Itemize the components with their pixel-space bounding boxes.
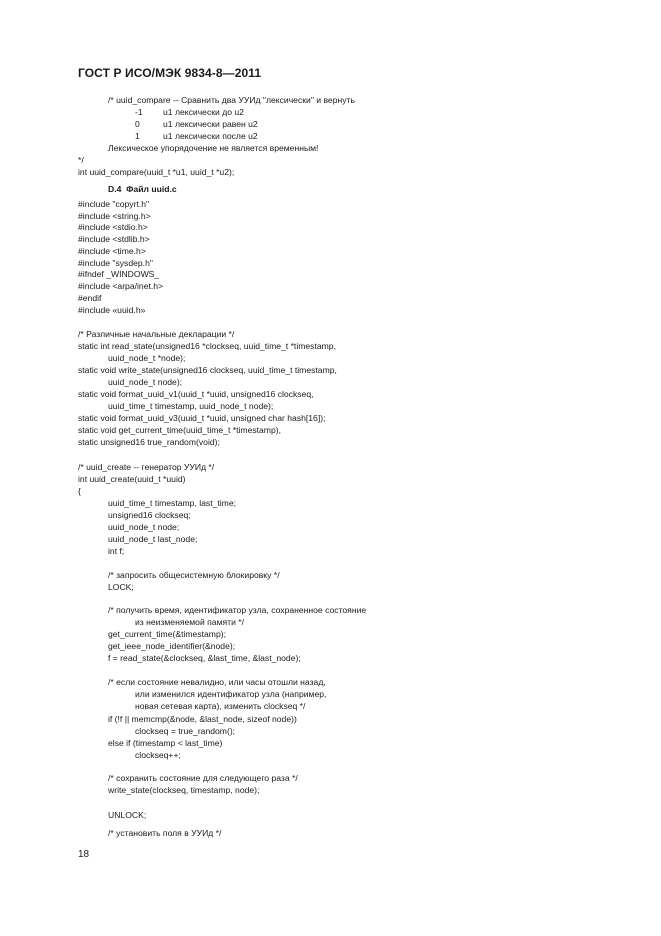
- code-line: LOCK;: [108, 582, 134, 592]
- code-line: if (!f || memcmp(&node, &last_node, sizeof node)): [108, 714, 297, 724]
- code-line: uuid_time_t timestamp, uuid_node_t node);: [108, 401, 274, 411]
- code-line: static void get_current_time(uuid_time_t *timestamp),: [78, 425, 281, 435]
- section-heading: D.4 Файл uuid.c: [108, 184, 177, 194]
- code-line: static void write_state(unsigned16 clockseq, uuid_time_t timestamp,: [78, 365, 337, 375]
- code-line: f = read_state(&clockseq, &last_time, &last_node);: [108, 653, 301, 663]
- code-line: u1 лексически после u2: [163, 131, 258, 141]
- code-line: get_ieee_node_identifier(&node);: [108, 641, 236, 651]
- code-line: #include <arpa/inet.h>: [78, 281, 164, 291]
- code-line: #include "copyrt.h": [78, 199, 150, 209]
- code-line: static void format_uuid_v3(uuid_t *uuid, unsigned char hash[16]);: [78, 413, 326, 423]
- code-line: static unsigned16 true_random(void);: [78, 437, 220, 447]
- document-header: ГОСТ Р ИСО/МЭК 9834-8—2011: [78, 66, 262, 80]
- code-line: int uuid_create(uuid_t *uuid): [78, 474, 186, 484]
- code-line: UNLOCK;: [108, 810, 147, 820]
- code-line: get_current_time(&timestamp);: [108, 629, 226, 639]
- code-line: -1: [135, 107, 143, 117]
- code-line: #include <stdio.h>: [78, 222, 148, 232]
- code-line: clockseq++;: [135, 750, 181, 760]
- code-line: /* запросить общесистемную блокировку */: [108, 570, 280, 580]
- code-line: uuid_node_t node;: [108, 522, 180, 532]
- code-line: uuid_node_t last_node;: [108, 534, 198, 544]
- code-line: static void format_uuid_v1(uuid_t *uuid, unsigned16 clockseq,: [78, 389, 314, 399]
- code-line: #include <time.h>: [78, 246, 146, 256]
- code-line: /* сохранить состояние для следующего раза */: [108, 773, 298, 783]
- code-line: /* установить поля в УУИд */: [108, 828, 222, 838]
- code-line: #include <string.h>: [78, 211, 151, 221]
- code-line: из неизменяемой памяти */: [135, 617, 244, 627]
- code-line: static int read_state(unsigned16 *clockseq, uuid_time_t *timestamp,: [78, 341, 336, 351]
- code-line: /* uuid_compare -- Сравнить два УУИд "лексически" и вернуть: [108, 95, 355, 105]
- code-line: write_state(clockseq, timestamp, node);: [108, 785, 260, 795]
- code-line: #ifndef _WINDOWS_: [78, 269, 160, 279]
- code-line: или изменился идентификатор узла (например,: [135, 689, 327, 699]
- code-line: uuid_node_t node);: [108, 377, 183, 387]
- code-line: */: [78, 155, 84, 165]
- code-line: /* Различные начальные декларации */: [78, 329, 235, 339]
- code-line: else if (timestamp < last_time): [108, 738, 223, 748]
- code-line: uuid_time_t timestamp, last_time;: [108, 498, 237, 508]
- code-line: int uuid_compare(uuid_t *u1, uuid_t *u2);: [78, 167, 235, 177]
- code-line: 1: [135, 131, 140, 141]
- code-line: uuid_node_t *node);: [108, 353, 186, 363]
- code-line: новая сетевая карта), изменить clockseq */: [135, 701, 306, 711]
- code-line: /* получить время, идентификатор узла, сохраненное состояние: [108, 605, 367, 615]
- code-line: #include <stdlib.h>: [78, 234, 150, 244]
- code-line: u1 лексически равен u2: [163, 119, 258, 129]
- code-line: /* если состояние невалидно, или часы отошли назад,: [108, 677, 326, 687]
- code-line: #include "sysdep.h": [78, 258, 153, 268]
- code-line: int f;: [108, 546, 125, 556]
- code-line: {: [78, 486, 81, 496]
- code-line: #endif: [78, 293, 102, 303]
- code-line: Лексическое упорядочение не является временным!: [108, 143, 319, 153]
- code-line: unsigned16 clockseq;: [108, 510, 191, 520]
- code-line: 0: [135, 119, 140, 129]
- code-line: clockseq = true_random();: [135, 726, 236, 736]
- code-line: /* uuid_create -- генератор УУИд */: [78, 462, 215, 472]
- code-line: u1 лексически до u2: [163, 107, 244, 117]
- code-line: #include «uuid.h»: [78, 305, 146, 315]
- page-number: 18: [78, 849, 90, 860]
